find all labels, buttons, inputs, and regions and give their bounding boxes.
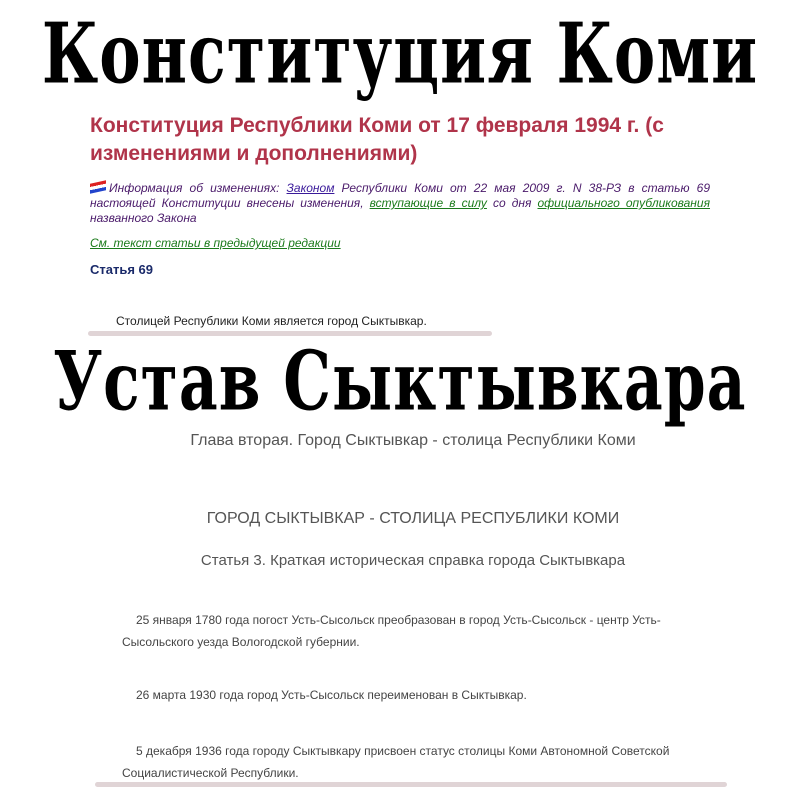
change-info bbox=[90, 181, 710, 226]
change-info-prefix: Информация об изменениях: bbox=[109, 181, 287, 195]
change-info-text-1: Республики Коми от 22 мая 2009 г. N 38-РЗ в статью 69 настоящей Конституции внесены изменения, bbox=[90, 181, 710, 210]
history-paragraph-1930 bbox=[122, 684, 712, 706]
title-charter-syktyvkar: Устав Сыктывкара bbox=[53, 335, 747, 430]
change-info-text-3: названного Закона bbox=[90, 211, 197, 225]
divider-bottom bbox=[95, 782, 727, 787]
charter-article-3-heading: Статья 3. Краткая историческая справка города Сыктывкара bbox=[200, 552, 626, 569]
previous-edition-link[interactable]: См. текст статьи в предыдущей редакции bbox=[90, 236, 341, 250]
paragraph-text: 26 марта 1930 года город Усть-Сысольск переименован в Сыктывкар. bbox=[136, 688, 527, 702]
paragraph-text: 5 декабря 1936 года городу Сыктывкару присвоен статус столицы Коми Автономной Советской Социалистической Республики. bbox=[122, 744, 670, 780]
charter-chapter-heading: Глава вторая. Город Сыктывкар - столица Республики Коми bbox=[190, 432, 636, 449]
title-constitution-komi: Конституция Коми bbox=[41, 4, 759, 103]
article-69-number: Статья 69 bbox=[90, 262, 154, 277]
previous-edition-container bbox=[90, 236, 341, 250]
charter-caps-heading: ГОРОД СЫКТЫВКАР - СТОЛИЦА РЕСПУБЛИКИ КОМИ bbox=[206, 510, 620, 527]
paragraph-text: 25 января 1780 года погост Усть-Сысольск преобразован в город Усть-Сысольск - центр Усть-Сысольского уезда Вологодской губернии. bbox=[122, 613, 661, 649]
official-publication-link[interactable]: официального опубликования bbox=[537, 196, 710, 210]
constitution-heading: Конституция Республики Коми от 17 февраля 1994 г. (с изменениями и дополнениями) bbox=[90, 114, 664, 165]
history-paragraph-1936 bbox=[122, 740, 712, 784]
law-link[interactable]: Законом bbox=[286, 181, 335, 195]
change-info-text-2: со дня bbox=[486, 196, 538, 210]
flag-icon bbox=[90, 180, 106, 193]
history-paragraph-1780 bbox=[122, 609, 712, 653]
effect-link[interactable]: вступающие в силу bbox=[369, 196, 487, 210]
article-69-text: Столицей Республики Коми является город Сыктывкар. bbox=[116, 314, 427, 328]
